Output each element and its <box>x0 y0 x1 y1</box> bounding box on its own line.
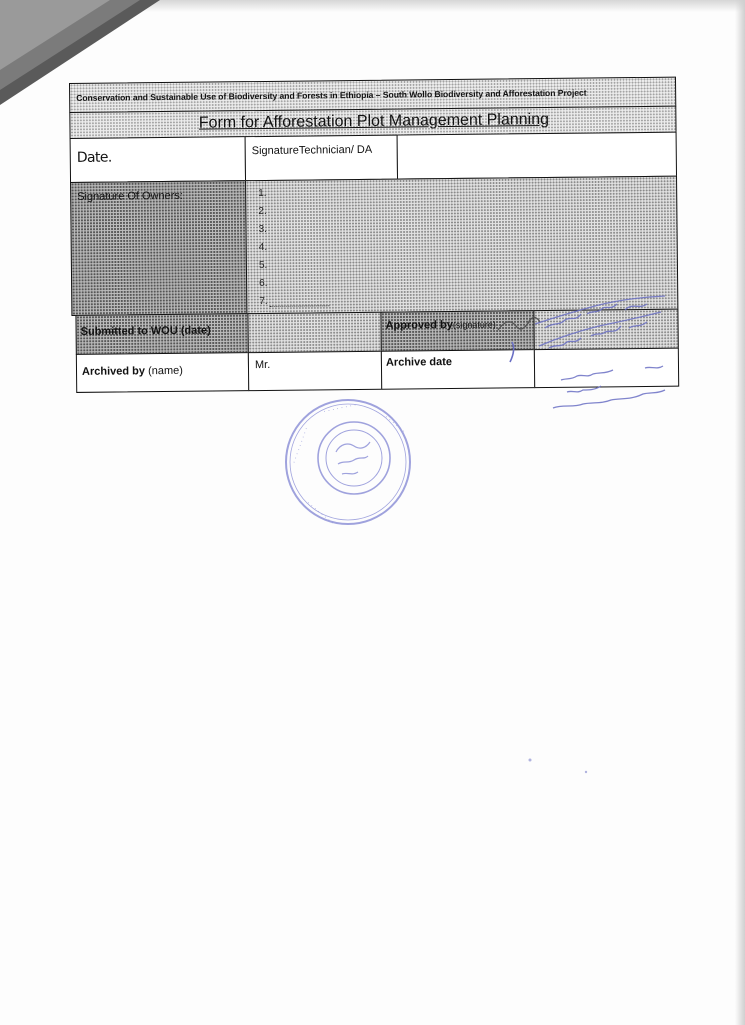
owner-signature-line[interactable]: 1. <box>258 187 267 200</box>
owner-signature-line[interactable]: 4. <box>258 241 268 254</box>
owner-signature-line[interactable]: 7. <box>259 295 329 307</box>
owner-signature-line[interactable]: 2. <box>258 205 267 218</box>
submitted-to-wou-label: Submitted to WOU (date) <box>80 324 211 338</box>
svg-text:· · · · · · · · ·: · · · · · · · · · <box>290 426 311 465</box>
scan-right-edge <box>735 0 745 1025</box>
owner-signature-line[interactable]: 3. <box>258 223 267 236</box>
owner-signature-line[interactable]: 6. <box>259 277 268 290</box>
archived-by-label: Archived by (name) <box>81 364 183 378</box>
date-label: Date. <box>76 149 112 166</box>
technician-signature-field[interactable] <box>397 132 677 180</box>
archived-by-value: Mr. <box>254 358 271 372</box>
submitted-to-wou-label-cell <box>75 313 248 355</box>
submitted-date-field[interactable] <box>247 312 381 353</box>
owners-signature-label-cell <box>70 180 247 316</box>
official-round-stamp <box>276 392 421 532</box>
scan-specks <box>525 752 595 782</box>
owner-signature-line[interactable]: 5. <box>258 259 268 272</box>
archived-by-name-field[interactable] <box>248 351 382 391</box>
date-field[interactable] <box>70 136 246 183</box>
approval-stamp <box>525 288 695 418</box>
form-title: Form for Afforestation Plot Management Planning <box>198 110 550 132</box>
svg-text:· · · · · · · ·: · · · · · · · · <box>304 499 336 527</box>
svg-text:· · · · · ·: · · · · · · <box>382 413 407 436</box>
owners-signature-label: Signature Of Owners: <box>77 189 184 203</box>
approved-by-label: Approved by(signature) <box>385 318 496 332</box>
svg-text:· · · · · · · ·: · · · · · · · · <box>322 401 358 416</box>
archive-date-label: Archive date <box>385 356 453 369</box>
technician-signature-label-cell <box>245 135 398 182</box>
technician-signature-label: SignatureTechnician/ DA <box>251 143 373 158</box>
archived-by-label-cell <box>76 352 249 393</box>
project-title: Conservation and Sustainable Use of Biodiversity and Forests in Ethiopia – South Wollo Biodiversity and Afforestation Project <box>76 87 587 103</box>
